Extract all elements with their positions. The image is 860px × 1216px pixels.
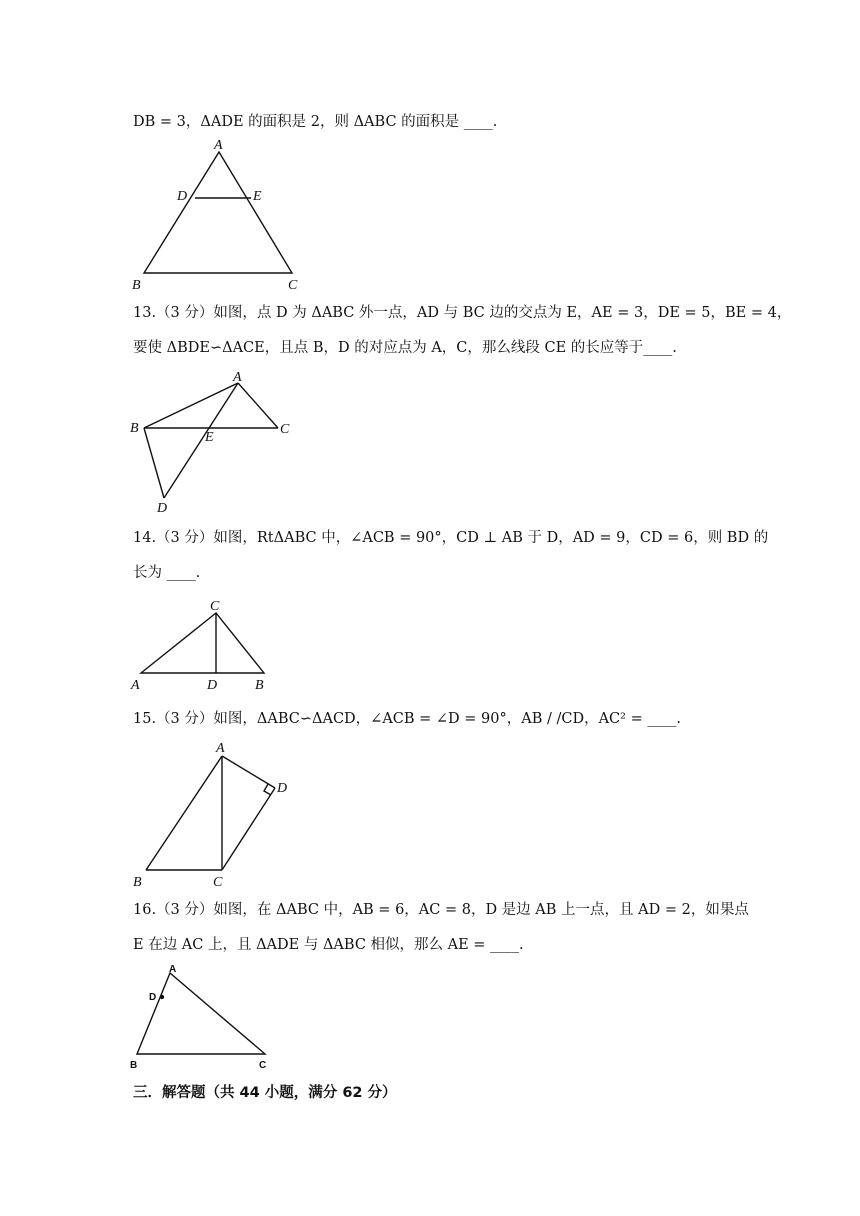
q14-figure	[125, 596, 285, 696]
q15-text-line-1: 15.（3 分）如图，ΔABC∽ΔACD，∠ACB = ∠D = 90°，AB / /CD，AC² = ____.	[133, 711, 681, 727]
segment-ac	[238, 383, 278, 428]
label-b: B	[130, 421, 139, 436]
label-a: A	[233, 370, 242, 385]
label-c: C	[259, 1060, 267, 1071]
q12-text-line: DB = 3，ΔADE 的面积是 2，则 ΔABC 的面积是 ____.	[133, 114, 498, 130]
q13-text-line-1: 13.（3 分）如图，点 D 为 ΔABC 外一点，AD 与 BC 边的交点为 E，AE = 3，DE = 5，BE = 4，	[133, 305, 792, 321]
label-d: D	[207, 678, 218, 693]
section-3-heading: 三．解答题（共 44 小题，满分 62 分）	[133, 1085, 397, 1101]
label-a: A	[169, 964, 177, 975]
q16-figure	[125, 960, 285, 1075]
label-b: B	[133, 875, 142, 890]
label-b: B	[130, 1060, 138, 1071]
q14-text-line-1: 14.（3 分）如图，RtΔABC 中，∠ACB = 90°，CD ⊥ AB 于 D，AD = 9，CD = 6，则 BD 的	[133, 530, 769, 546]
segment-dc	[222, 788, 275, 870]
label-e: E	[253, 189, 262, 204]
label-c: C	[288, 278, 298, 293]
label-d: D	[177, 189, 188, 204]
label-e: E	[205, 430, 214, 445]
segment-bd	[144, 428, 164, 498]
q16-text-line-1: 16.（3 分）如图，在 ΔABC 中，AB = 6，AC = 8，D 是边 AB 上一点，且 AD = 2，如果点	[133, 902, 749, 918]
point-d	[160, 995, 164, 999]
label-c: C	[213, 875, 223, 890]
label-c: C	[210, 599, 220, 614]
label-d: D	[157, 501, 168, 516]
q12-triangle-figure	[120, 135, 320, 295]
q13-figure	[125, 368, 305, 518]
label-a: A	[214, 138, 223, 153]
label-a: A	[216, 741, 225, 756]
triangle-abc	[137, 973, 265, 1054]
label-b: B	[255, 678, 264, 693]
segment-ad	[222, 756, 275, 788]
label-d: D	[149, 992, 157, 1003]
q16-text-line-2: E 在边 AC 上，且 ΔADE 与 ΔABC 相似，那么 AE = ____.	[133, 937, 524, 953]
label-b: B	[132, 278, 141, 293]
q13-text-line-2: 要使 ΔBDE∽ΔACE，且点 B，D 的对应点为 A，C，那么线段 CE 的长应等于____.	[133, 340, 677, 356]
label-d: D	[277, 781, 288, 796]
triangle-abc	[144, 152, 292, 273]
q14-text-line-2: 长为 ____.	[133, 565, 201, 581]
label-a: A	[131, 678, 140, 693]
segment-ab	[146, 756, 222, 870]
q15-figure	[125, 738, 305, 893]
label-c: C	[280, 422, 290, 437]
triangle-abc	[141, 613, 264, 673]
